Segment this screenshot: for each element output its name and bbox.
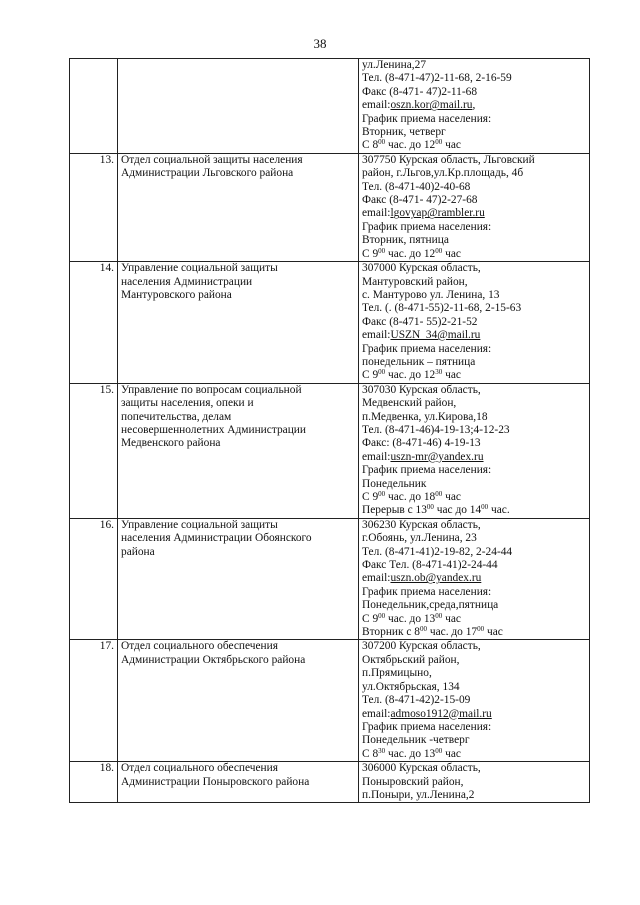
organization-cell (118, 383, 359, 518)
contact-text: График приема населения: (362, 112, 492, 125)
contact-line (362, 667, 586, 680)
organization-line: Управление социальной защиты (121, 262, 278, 275)
contact-line (362, 478, 586, 491)
time-superscript: 00 (378, 138, 386, 147)
contact-text: График приема населения: (362, 585, 492, 598)
contact-line (362, 776, 586, 789)
contact-line (362, 289, 586, 302)
contact-line (362, 194, 586, 207)
email-link[interactable]: oszn.kor@mail.ru (390, 99, 473, 112)
contact-text: Поныровский район, (362, 775, 464, 788)
contact-line (362, 694, 586, 707)
contact-text: Тел. (8-471-40)2-40-68 (362, 180, 471, 193)
contact-text: email: (362, 207, 391, 220)
row-number: 17. (70, 640, 118, 762)
contact-text: час. до 12 (385, 247, 436, 260)
contact-text: час (442, 747, 461, 760)
contact-line (362, 397, 586, 410)
table-row (70, 262, 590, 384)
contact-text: email: (362, 329, 391, 342)
contact-cell (359, 383, 590, 518)
contact-line (362, 329, 586, 342)
contact-text: Понедельник -четверг (362, 734, 470, 747)
organization-cell (118, 153, 359, 261)
organization-cell (118, 762, 359, 803)
contact-text: Факс (8-471- 55)2-21-52 (362, 315, 478, 328)
organization-line: Управление по вопросам социальной (121, 383, 302, 396)
contact-line (362, 248, 586, 261)
contact-text: п.Медвенка, ул.Кирова,18 (362, 410, 488, 423)
contact-text: С 9 (362, 369, 379, 382)
time-superscript: 30 (378, 746, 386, 755)
row-number (70, 59, 118, 154)
contact-line (362, 559, 586, 572)
email-link[interactable]: USZN_34@mail.ru (390, 329, 481, 342)
email-link[interactable]: admoso1912@mail.ru (390, 707, 492, 720)
contact-line (362, 424, 586, 437)
organization-line: попечительства, делам (121, 410, 232, 423)
contact-cell (359, 59, 590, 154)
contact-line (362, 504, 586, 517)
contact-line (362, 708, 586, 721)
time-superscript: 00 (378, 611, 386, 620)
contact-text: Тел. (8-471-41)2-19-82, 2-24-44 (362, 545, 513, 558)
contact-text: Вторник с 8 (362, 626, 420, 639)
contact-text: 307030 Курская область, (362, 383, 481, 396)
time-superscript: 00 (435, 246, 443, 255)
contact-text: Тел. (8-471-42)2-15-09 (362, 694, 471, 707)
organization-line: Управление социальной защиты (121, 518, 278, 531)
contact-cell (359, 262, 590, 384)
time-superscript: 00 (420, 625, 427, 634)
contact-line (362, 356, 586, 369)
email-link[interactable]: lgovyap@rambler.ru (390, 207, 485, 220)
contact-line (362, 464, 586, 477)
contact-line (362, 167, 586, 180)
contact-line (362, 626, 586, 639)
contact-text: час до 14 (433, 504, 482, 517)
table-row (70, 762, 590, 803)
contact-text: час (442, 369, 461, 382)
contact-text: График приема населения: (362, 464, 492, 477)
contact-text: Вторник, пятница (362, 234, 449, 247)
contact-text: час. до 17 (427, 626, 478, 639)
contact-line (362, 221, 586, 234)
organization-line: Администрации Октябрьского района (121, 653, 306, 666)
contact-text: час. до 18 (385, 491, 436, 503)
contact-text: С 8 (362, 747, 379, 760)
contact-line (362, 343, 586, 356)
contact-line (362, 721, 586, 734)
organization-line: Администрации Поныровского района (121, 775, 310, 788)
time-superscript: 00 (378, 246, 386, 255)
organization-line: Отдел социального обеспечения (121, 640, 278, 653)
contact-text: Тел. (. (8-471-55)2-11-68, 2-15-63 (362, 302, 522, 315)
table-body (70, 59, 590, 803)
contact-text: График приема населения: (362, 220, 492, 233)
contact-text: Тел. (8-471-46)4-19-13;4-12-23 (362, 423, 510, 436)
contact-text: Факс: (8-471-46) 4-19-13 (362, 437, 481, 450)
contact-line (362, 748, 586, 761)
contact-line (362, 586, 586, 599)
contact-text: email: (362, 572, 391, 585)
contact-text: Медвенский район, (362, 397, 457, 410)
contact-text: Октябрьский район, (362, 653, 460, 666)
contact-text: час (442, 247, 461, 260)
row-number: 18. (70, 762, 118, 803)
contact-line (362, 654, 586, 667)
contact-text: район, г.Льгов,ул.Кр.площадь, 4б (362, 167, 524, 180)
contact-text: С 8 (362, 139, 379, 152)
contact-line (362, 762, 586, 775)
contact-line (362, 126, 586, 139)
row-number: 15. (70, 383, 118, 518)
time-superscript: 00 (435, 611, 443, 620)
contact-line (362, 519, 586, 532)
contacts-table (69, 58, 590, 803)
contact-line (362, 734, 586, 747)
contact-line (362, 546, 586, 559)
contact-text: час. до 13 (385, 747, 436, 760)
contact-line (362, 613, 586, 626)
contact-text: с. Мантурово ул. Ленина, 13 (362, 288, 500, 301)
time-superscript: 00 (378, 368, 386, 377)
contact-text: час (484, 626, 503, 639)
contact-text: час. до 12 (385, 139, 436, 152)
contact-text: Вторник, четверг (362, 126, 446, 139)
contact-text: С 9 (362, 491, 379, 503)
contact-line (362, 234, 586, 247)
contact-cell (359, 640, 590, 762)
contact-line (362, 640, 586, 653)
contact-line (362, 276, 586, 289)
email-link[interactable]: uszn.ob@yandex.ru (390, 572, 482, 585)
contact-line (362, 789, 586, 802)
contact-line (362, 491, 586, 504)
contact-text: Мантуровский район, (362, 275, 468, 288)
contact-text: п.Прямицыно, (362, 667, 432, 680)
contact-text: ул.Ленина,27 (362, 59, 427, 71)
organization-line: защиты населения, опеки и (121, 397, 254, 410)
contact-cell (359, 518, 590, 640)
page-number: 38 (313, 36, 327, 51)
organization-cell (118, 518, 359, 640)
contact-line (362, 572, 586, 585)
contact-line (362, 411, 586, 424)
contact-text: , (472, 99, 476, 112)
contact-line (362, 72, 586, 85)
contact-line (362, 369, 586, 382)
contact-line (362, 437, 586, 450)
time-superscript: 00 (435, 746, 443, 755)
contact-line (362, 59, 586, 72)
contact-line (362, 99, 586, 112)
contact-line (362, 302, 586, 315)
contact-text: email: (362, 99, 391, 112)
contact-text: 306230 Курская область, (362, 518, 481, 531)
contact-text: С 9 (362, 612, 379, 625)
organization-line: Администрации Льговского района (121, 167, 294, 180)
organization-cell (118, 59, 359, 154)
organization-line: Отдел социального обеспечения (121, 762, 278, 775)
contact-line (362, 139, 586, 152)
organization-line: Медвенского района (121, 437, 221, 450)
time-superscript: 00 (435, 490, 443, 498)
contact-line (362, 599, 586, 612)
contact-cell (359, 153, 590, 261)
contact-line (362, 113, 586, 126)
contact-text: п.Поныри, ул.Ленина,2 (362, 788, 475, 801)
contact-text: час (442, 139, 461, 152)
organization-line: района (121, 545, 155, 558)
contact-text: 306000 Курская область, (362, 762, 481, 775)
row-number: 16. (70, 518, 118, 640)
contact-text: час. до 12 (385, 369, 436, 382)
contact-text: email: (362, 707, 391, 720)
contact-text: Факс Тел. (8-471-41)2-24-44 (362, 559, 498, 572)
organization-cell (118, 640, 359, 762)
contact-text: Факс (8-471- 47)2-11-68 (362, 85, 478, 98)
organization-line: Мантуровского района (121, 288, 232, 301)
organization-line: Отдел социальной защиты населения (121, 153, 303, 166)
time-superscript: 00 (426, 503, 434, 512)
row-number: 13. (70, 153, 118, 261)
contact-line (362, 86, 586, 99)
contact-line (362, 181, 586, 194)
contact-text: 307200 Курская область, (362, 640, 481, 653)
contact-text: Понедельник (362, 477, 427, 490)
table-row (70, 59, 590, 154)
table-row (70, 383, 590, 518)
contact-line (362, 681, 586, 694)
contact-text: Перерыв с 13 (362, 504, 427, 517)
contact-line (362, 316, 586, 329)
row-number: 14. (70, 262, 118, 384)
time-superscript: 30 (435, 368, 443, 377)
organization-line: населения Администрации Обоянского (121, 532, 312, 545)
contact-cell (359, 762, 590, 803)
contact-line (362, 384, 586, 397)
contact-text: г.Обоянь, ул.Ленина, 23 (362, 532, 477, 545)
time-superscript: 00 (378, 490, 386, 498)
contact-text: С 9 (362, 247, 379, 260)
contact-text: email: (362, 450, 391, 463)
time-superscript: 00 (435, 138, 443, 147)
contact-text: час. (488, 504, 510, 517)
contact-line (362, 451, 586, 464)
contact-text: График приема населения: (362, 720, 492, 733)
email-link[interactable]: uszn-mr@yandex.ru (390, 450, 484, 463)
contact-line (362, 154, 586, 167)
contact-text: График приема населения: (362, 342, 492, 355)
contact-text: Понедельник,среда,пятница (362, 599, 499, 612)
contact-text: час. до 13 (385, 612, 436, 625)
contact-text: час (442, 612, 461, 625)
table-row (70, 640, 590, 762)
organization-line: несовершеннолетних Администрации (121, 423, 306, 436)
time-superscript: 00 (477, 625, 485, 634)
time-superscript: 00 (481, 503, 489, 512)
contact-text: понедельник – пятница (362, 355, 476, 368)
contact-text: час (442, 491, 461, 503)
contact-text: Факс (8-471- 47)2-27-68 (362, 194, 478, 207)
contact-line (362, 207, 586, 220)
table-row (70, 518, 590, 640)
organization-cell (118, 262, 359, 384)
contact-text: 307750 Курская область, Льговский (362, 153, 535, 166)
contact-line (362, 532, 586, 545)
contact-line (362, 262, 586, 275)
table-row (70, 153, 590, 261)
contact-text: 307000 Курская область, (362, 262, 481, 275)
contact-text: ул.Октябрьская, 134 (362, 680, 460, 693)
contact-text: Тел. (8-471-47)2-11-68, 2-16-59 (362, 72, 512, 85)
organization-line: населения Администрации (121, 275, 253, 288)
